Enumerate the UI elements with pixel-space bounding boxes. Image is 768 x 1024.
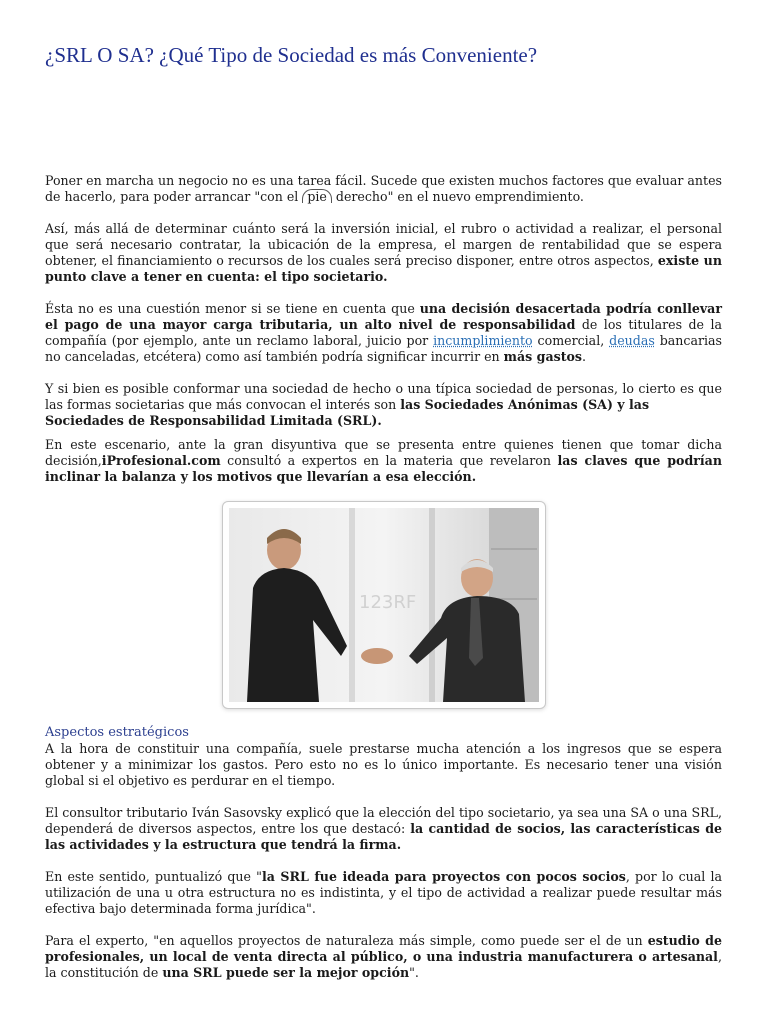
paragraph-3: [45, 301, 722, 365]
paragraph-intro: [45, 173, 722, 205]
bold-text: estudio de profesionales, un local de venta directa al público, o una industria manufacturera o artesanal: [45, 933, 722, 964]
text: , por lo cual la utilización de una u otra estructura no es indistinta, y el tipo de actividad a realizar puede resultar más efectiva bajo determinada forma jurídica".: [45, 869, 722, 916]
paragraph-2: [45, 221, 722, 285]
text: Y si bien es posible conformar una sociedad de hecho o una típica sociedad de personas, lo cierto es que las formas societarias que más convocan el interés son: [45, 381, 722, 412]
pie-highlight: pie: [302, 189, 332, 203]
bold-text: las Sociedades Anónimas (SA) y las: [400, 397, 650, 412]
bold-text: la SRL fue ideada para proyectos con pocos socios: [261, 869, 626, 884]
bold-text: la cantidad de socios, las características de las actividades y la estructura que tendrá la firma.: [45, 821, 723, 852]
paragraph-6: A la hora de constituir una compañía, suele prestarse mucha atención a los ingresos que se espera obtener y a minimizar los gastos. Pero esto no es lo único importante. Es necesario tener una visión global si el objetivo es perdurar en el tiempo.: [45, 741, 722, 788]
link-incumplimiento[interactable]: incumplimiento: [433, 333, 533, 348]
paragraph-7: [45, 805, 722, 853]
brand-name: iProfesional.com: [101, 453, 221, 468]
text: comercial,: [532, 333, 610, 348]
text: Para el experto, "en aquellos proyectos de naturaleza más simple, como puede ser el de un: [45, 933, 648, 948]
bold-text: una decisión desacertada podría conllevar el pago de una mayor carga tributaria, un alto nivel de responsabilidad: [45, 301, 722, 332]
text: Poner en marcha un negocio no es una tarea fácil. Sucede que existen muchos factores que evaluar antes de hacerlo, para poder arrancar "con el: [45, 173, 722, 204]
bold-text: las claves que podrían inclinar la balanza y los motivos que llevarían a esa elección.: [45, 453, 722, 484]
text: Así, más allá de determinar cuánto será la inversión inicial, el rubro o actividad a realizar, el personal que será necesario contratar, la ubicación de la empresa, el margen de rentabilidad que se espera obtener, el financiamiento o recursos de los cuales será preciso disponer, entre otros aspectos,: [45, 221, 722, 268]
bold-text: más gastos: [503, 349, 582, 364]
bold-text: una SRL puede ser la mejor opción: [162, 965, 410, 980]
text: de los titulares de la compañía (por ejemplo, ante un reclamo laboral, juicio por: [45, 317, 722, 348]
text: Ésta no es una cuestión menor si se tiene en cuenta que: [45, 301, 420, 316]
svg-text:123RF: 123RF: [358, 592, 416, 613]
article-body: [45, 173, 722, 997]
text: El consultor tributario Iván Sasovsky explicó que la elección del tipo societario, ya sea una SA o una SRL, dependerá de diversos aspectos, entre los que destacó:: [45, 805, 722, 836]
handshake-photo: [222, 501, 546, 709]
link-deudas[interactable]: deudas: [609, 333, 655, 348]
page-title: ¿SRL O SA? ¿Qué Tipo de Sociedad es más Conveniente?: [45, 43, 538, 67]
handshake-illustration: [229, 508, 539, 702]
bold-text: existe un punto clave a tener en cuenta: el tipo societario.: [45, 253, 722, 284]
section-heading-aspectos: Aspectos estratégicos: [45, 725, 189, 740]
text: , la constitución de: [45, 949, 722, 980]
text: ".: [409, 965, 419, 980]
bold-text: Sociedades de Responsabilidad Limitada (SRL).: [45, 413, 382, 428]
paragraph-4: [45, 381, 722, 429]
paragraph-5: [45, 437, 722, 485]
text: bancarias no canceladas, etcétera) como así también podría significar incurrir en: [45, 333, 722, 364]
text: En este escenario, ante la gran disyuntiva que se presenta entre quienes tienen que tomar dicha decisión,: [45, 437, 722, 468]
text: derecho" en el nuevo emprendimiento.: [331, 189, 584, 204]
text: En este sentido, puntualizó que ": [45, 869, 262, 884]
paragraph-8: [45, 869, 722, 917]
text: .: [582, 349, 587, 364]
paragraph-9: [45, 933, 722, 981]
text: consultó a expertos en la materia que revelaron: [220, 453, 558, 468]
